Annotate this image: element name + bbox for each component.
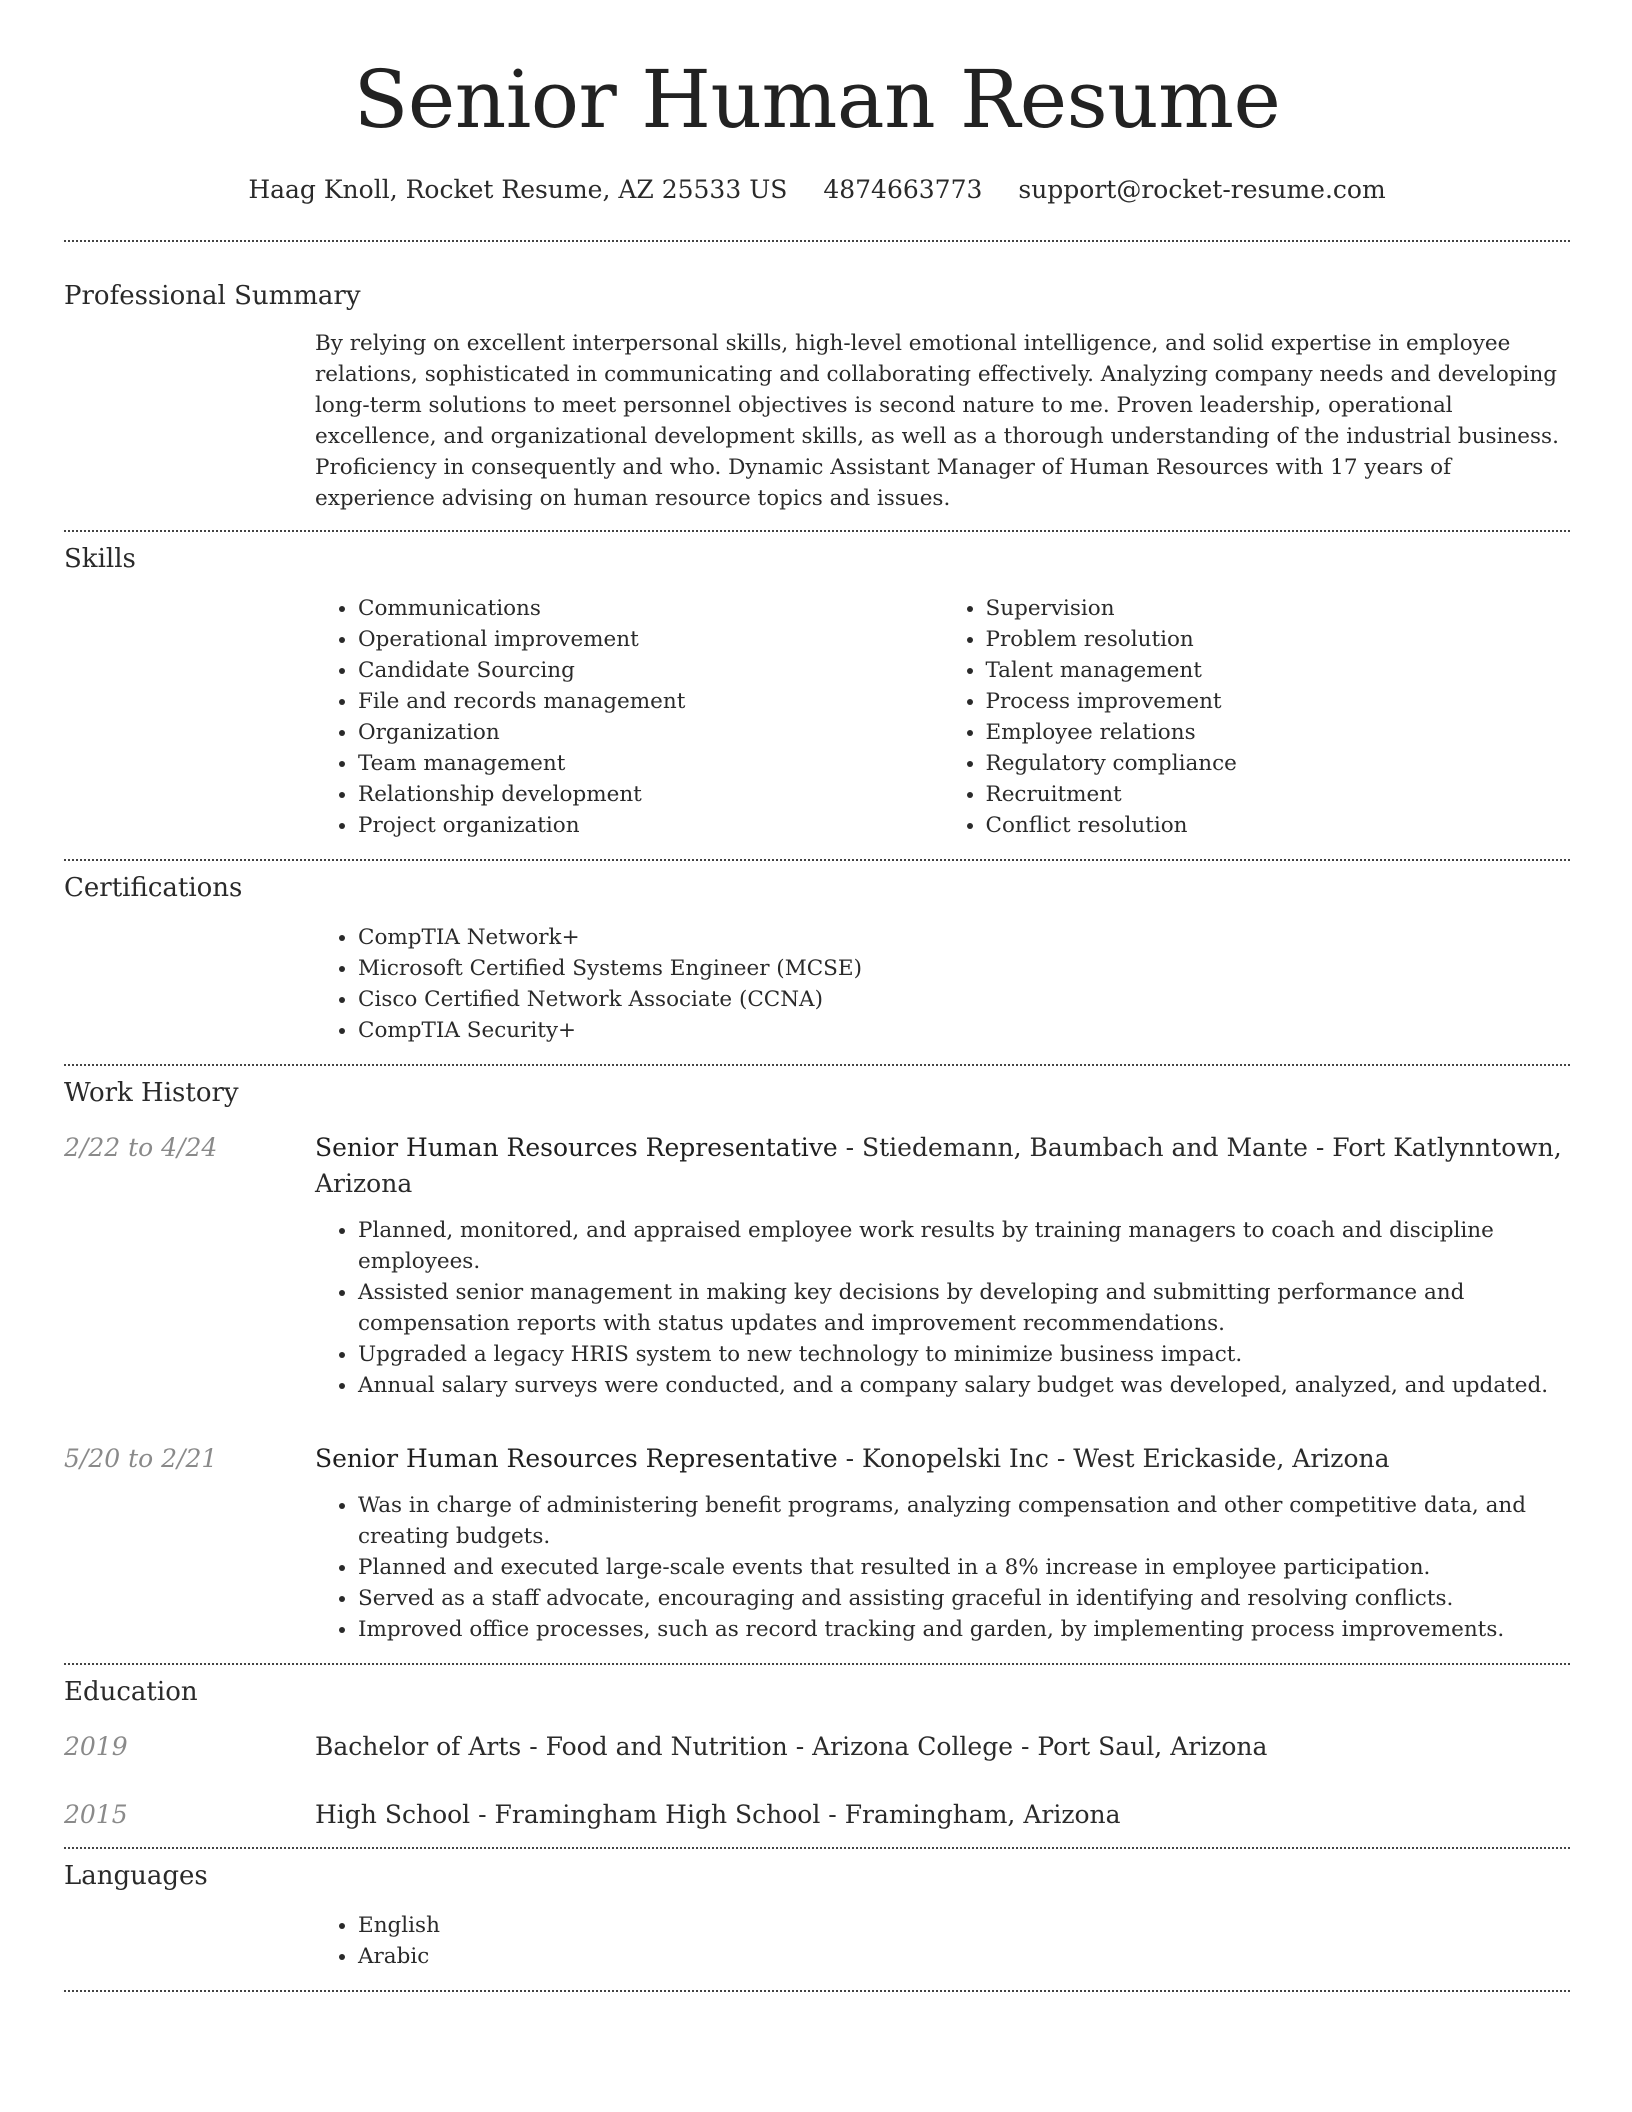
skill-item: • Supervision [986,593,1571,624]
section-work-history [64,1066,1570,1663]
skills-list [315,593,1570,841]
skill-item: • Relationship development [358,779,943,810]
skill-item: • Project organization [358,810,943,841]
certification-item: • CompTIA Network+ [358,922,1570,953]
summary-text: By relying on excellent interpersonal skills, high-level emotional intelligence, and solid expertise in employee relations, sophisticated in communicating and collaborating effectively. Analyzing company needs and developing long-term solutions to meet personnel objectives is second nature to me. Proven leadership, operational excellence, and organizational development skills, as well as a thorough understanding of the industrial business. Proficiency in consequently and who. Dynamic Assistant Manager of Human Resources with 17 years of experience advising on human resource topics and issues. [315,331,1559,511]
contact-email: support@rocket-resume.com [1018,175,1386,204]
education-detail: High School - Framingham High School - Framingham, Arizona [315,1800,1121,1829]
job-dates: 2/22 to 4/24 [64,1133,218,1162]
job-bullets [315,1215,1570,1401]
job-heading [315,1441,1390,1477]
section-languages [64,1849,1570,1990]
resume-name: Senior Human Resume [353,53,1281,146]
certifications-bullets [315,922,1570,1046]
education-detail: Bachelor of Arts - Food and Nutrition - Arizona College - Port Saul, Arizona [315,1732,1268,1761]
job-bullet: • Annual salary surveys were conducted, and a company salary budget was developed, analyzed, and updated. [358,1370,1570,1401]
job-entry [64,1130,1570,1202]
job-role: Senior Human Resources Representative [315,1444,838,1473]
job-bullet: • Planned and executed large-scale events that resulted in a 8% increase in employee participation. [358,1552,1570,1583]
job-entry [64,1441,1570,1477]
education-entry [64,1797,1570,1833]
job-heading [315,1130,1570,1202]
job-bullets [315,1490,1570,1645]
skill-item: • Communications [358,593,943,624]
resume-page [64,0,1570,1992]
languages-list [315,1910,1570,1972]
language-item: • English [358,1910,1570,1941]
skill-item: • Regulatory compliance [986,748,1571,779]
job-bullet: • Assisted senior management in making key decisions by developing and submitting performance and compensation reports with status updates and improvement recommendations. [358,1277,1570,1339]
languages-bullets [315,1910,1570,1972]
skill-item: • Organization [358,717,943,748]
section-title-work: Work History [64,1078,239,1108]
job-bullet-list [315,1215,1570,1401]
skill-item: • File and records management [358,686,943,717]
section-skills [64,532,1570,859]
contact-address: Haag Knoll, Rocket Resume, AZ 25533 US [248,175,788,204]
education-entry [64,1729,1570,1765]
divider [64,1990,1570,1992]
certification-item: • Microsoft Certified Systems Engineer (MCSE) [358,953,1570,984]
certifications-list [315,922,1570,1046]
section-certifications [64,861,1570,1064]
section-title-skills: Skills [64,544,136,574]
section-title-summary: Professional Summary [64,281,361,311]
section-education [64,1665,1570,1847]
section-title-education: Education [64,1677,198,1707]
job-bullet: • Upgraded a legacy HRIS system to new technology to minimize business impact. [358,1339,1570,1370]
skills-column-left [315,593,943,841]
education-year: 2015 [64,1800,128,1829]
job-bullet-list [315,1490,1570,1645]
certification-item: • CompTIA Security+ [358,1015,1570,1046]
job-bullet: • Improved office processes, such as record tracking and garden, by implementing process improvements. [358,1614,1570,1645]
skills-column-right [943,593,1571,841]
skill-item: • Problem resolution [986,624,1571,655]
skill-item: • Employee relations [986,717,1571,748]
education-year: 2019 [64,1732,128,1761]
contact-line [64,174,1570,206]
skill-item: • Operational improvement [358,624,943,655]
skill-item: • Candidate Sourcing [358,655,943,686]
language-item: • Arabic [358,1941,1570,1972]
job-bullet: • Planned, monitored, and appraised employee work results by training managers to coach and discipline employees. [358,1215,1570,1277]
skill-item: • Process improvement [986,686,1571,717]
section-title-certifications: Certifications [64,873,243,903]
job-employer: - Konopelski Inc - West Erickaside, Arizona [837,1444,1390,1473]
skill-item: • Recruitment [986,779,1571,810]
job-dates: 5/20 to 2/21 [64,1444,218,1473]
section-title-languages: Languages [64,1861,208,1891]
section-summary [64,242,1570,530]
contact-phone: 4874663773 [823,175,983,204]
skill-item: • Team management [358,748,943,779]
certification-item: • Cisco Certified Network Associate (CCNA) [358,984,1570,1015]
job-bullet: • Was in charge of administering benefit programs, analyzing compensation and other competitive data, and creating budgets. [358,1490,1570,1552]
job-role: Senior Human Resources Representative [315,1133,838,1162]
skill-item: • Conflict resolution [986,810,1571,841]
job-bullet: • Served as a staff advocate, encouraging and assisting graceful in identifying and resolving conflicts. [358,1583,1570,1614]
job-employer: - Stiedemann, Baumbach and Mante - Fort Katlynntown, Arizona [315,1133,1562,1198]
skill-item: • Talent management [986,655,1571,686]
